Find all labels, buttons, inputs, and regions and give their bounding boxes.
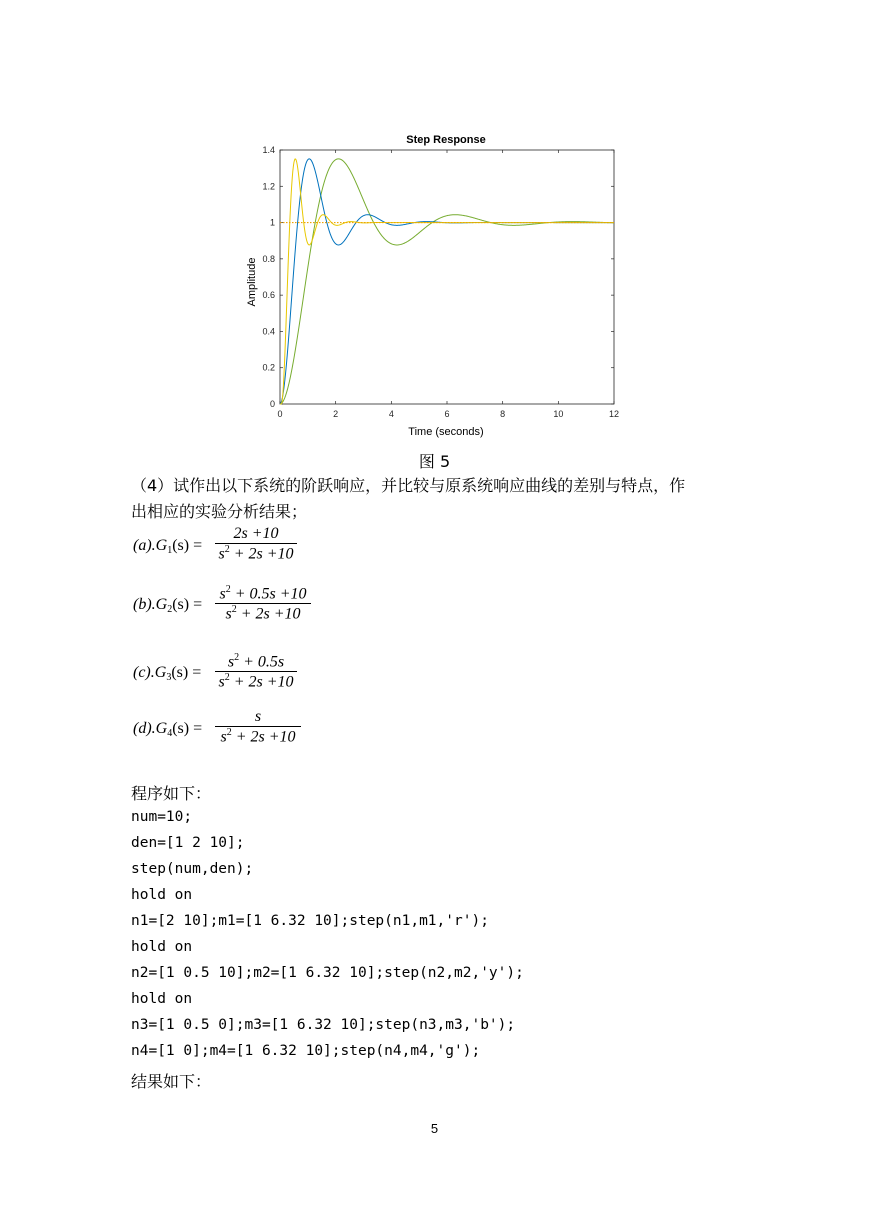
code-line: n1=[2 10];m1=[1 6.32 10];step(n1,m1,'r'); (131, 913, 489, 929)
x-tick-label: 0 (277, 409, 283, 419)
plot-area (262, 145, 619, 419)
results-label: 结果如下： (131, 1072, 212, 1091)
y-tick-label: 0.6 (262, 290, 275, 301)
task-text-line-1: （4）试作出以下系统的阶跃响应，并比较与原系统响应曲线的差别与特点，作 (131, 476, 686, 495)
chart-ylabel: Amplitude (246, 257, 258, 307)
code-line: num=10; (131, 809, 193, 825)
y-tick-label: 1.2 (262, 181, 275, 192)
x-tick-label: 4 (388, 409, 394, 419)
code-line: den=[1 2 10]; (131, 835, 245, 851)
plot-box (280, 150, 614, 404)
y-tick-label: 1 (269, 217, 275, 228)
code-line: step(num,den); (131, 861, 254, 877)
y-tick-label: 0.4 (262, 326, 275, 337)
program-label: 程序如下： (131, 784, 212, 803)
equation-c-lhs: $(c).G_3(s)$ = (133, 664, 202, 683)
equation-b-lhs: $(b).G_2(s)$ = (133, 596, 203, 615)
equation-d-lhs: $(d).G_4(s)$ = (133, 720, 203, 739)
code-line: hold on (131, 991, 193, 1007)
y-tick-label: 0 (269, 399, 275, 409)
equation-d-denominator: $s^2 + 2s +10$ (220, 727, 296, 746)
chart-xlabel: Time (seconds) (408, 426, 484, 438)
equation-a-denominator: $s^2 + 2s +10$ (218, 544, 294, 563)
equation-a-lhs: $(a).G_1(s)$ = (133, 537, 203, 556)
step-response-figure (238, 128, 630, 440)
equation-a-numerator: 2s +10 (233, 525, 279, 542)
x-tick-label: 6 (444, 409, 450, 419)
code-line: hold on (131, 887, 193, 903)
x-tick-label: 2 (333, 409, 339, 419)
code-line: n2=[1 0.5 10];m2=[1 6.32 10];step(n2,m2,'y'); (131, 965, 524, 981)
equation-c-numerator: $s^2 + 0.5s$ (227, 652, 285, 671)
equation-d-numerator: s (254, 708, 262, 725)
code-line: n3=[1 0.5 0];m3=[1 6.32 10];step(n3,m3,'b'); (131, 1017, 516, 1033)
code-line: n4=[1 0];m4=[1 6.32 10];step(n4,m4,'g'); (131, 1043, 481, 1059)
y-tick-label: 0.8 (262, 253, 275, 264)
code-line: hold on (131, 939, 193, 955)
page-number: 5 (430, 1121, 439, 1136)
figure-caption: 图 5 (418, 452, 451, 471)
equation-b-denominator: $s^2 + 2s +10$ (225, 604, 301, 623)
y-tick-label: 0.2 (262, 362, 275, 373)
task-text-line-2: 出相应的实验分析结果； (131, 502, 308, 521)
chart-title: Step Response (406, 134, 486, 146)
x-tick-label: 10 (553, 409, 564, 419)
x-tick-label: 8 (500, 409, 506, 419)
x-tick-label: 12 (608, 409, 620, 419)
y-tick-label: 1.4 (262, 145, 275, 155)
equation-b-numerator: $s^2 + 0.5s +10$ (219, 584, 307, 603)
equation-c-denominator: $s^2 + 2s +10$ (218, 672, 294, 691)
